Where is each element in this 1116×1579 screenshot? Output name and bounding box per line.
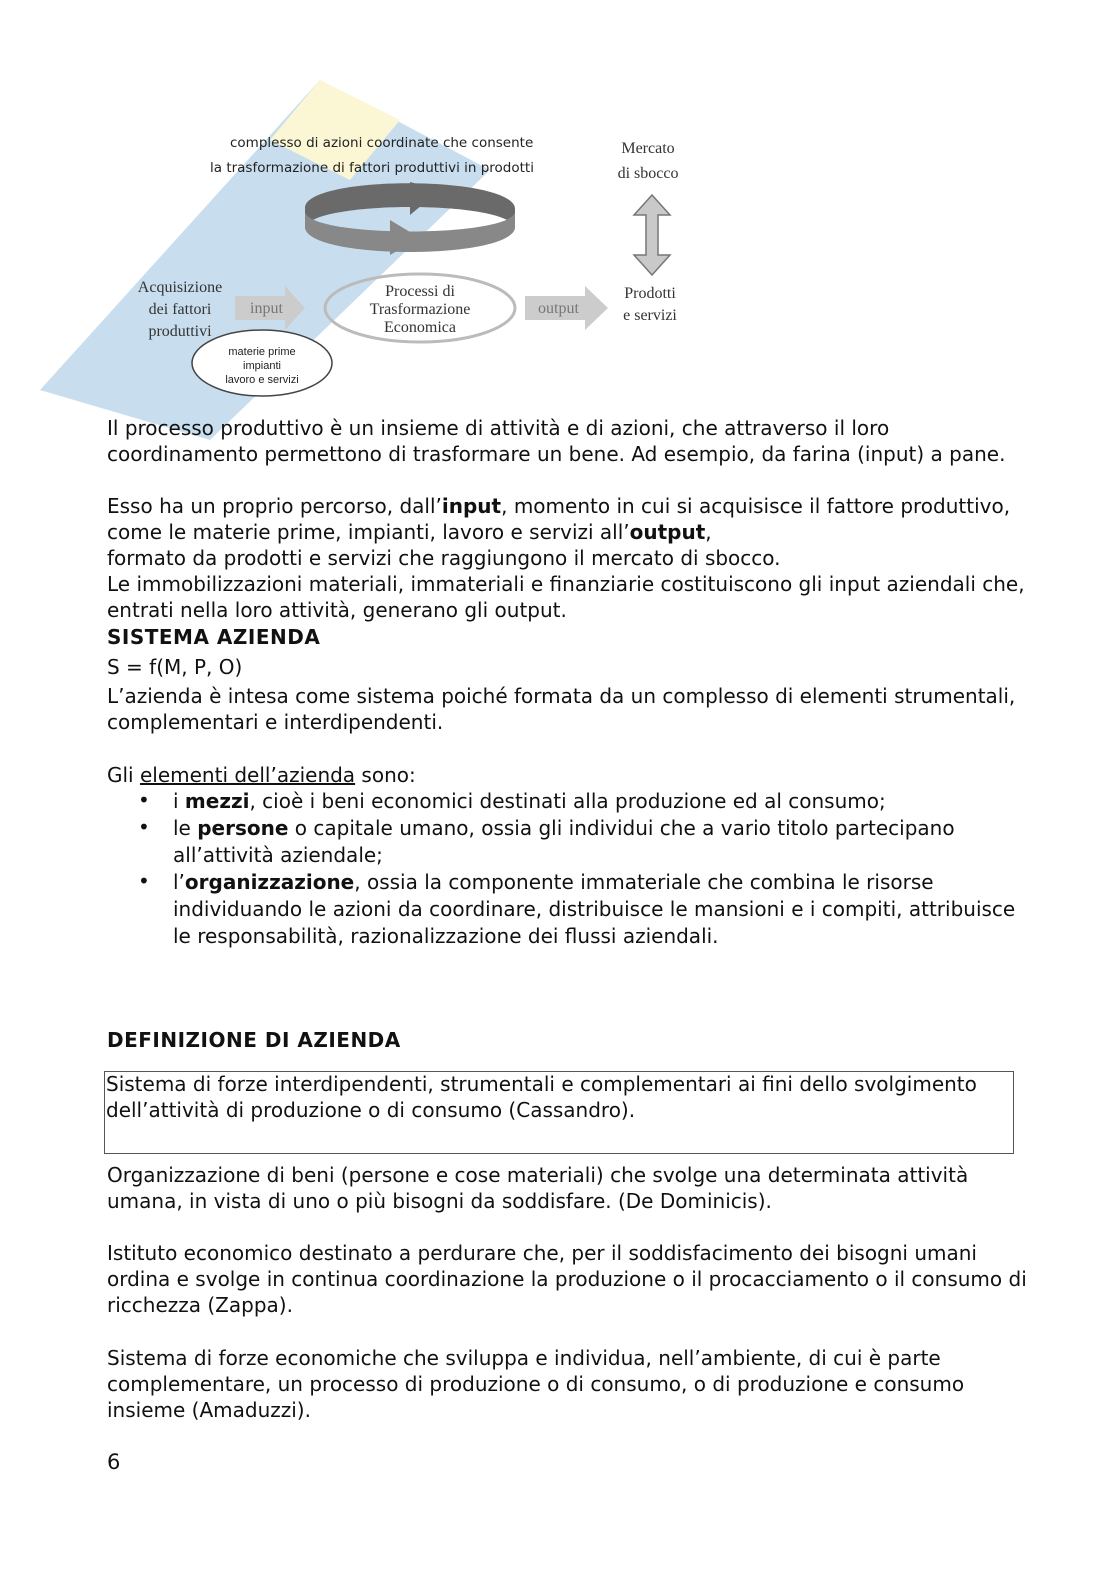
definition-zappa: Istituto economico destinato a perdurare che, per il soddisfacimento dei bisogni umani ordina e svolge in continua coordinazione la produzione o il procacciamento o il consumo di ricchezza (Zappa).: [107, 1241, 1027, 1317]
p2-output-bold: output: [629, 520, 706, 544]
b1-bold: mezzi: [184, 789, 250, 813]
intro-paragraph-1: Il processo produttivo è un insieme di attività e di azioni, che attraverso il loro coordinamento permettono di trasformare un bene. Ad esempio, da farina (input) a pane.: [107, 416, 1006, 466]
bullet-2-dot: •: [138, 815, 150, 839]
products-line-2: e servizi: [623, 307, 677, 324]
products-label: [610, 283, 690, 327]
definition-de-dominicis: Organizzazione di beni (persone e cose materiali) che svolge una determinata attività umana, in vista di uno o più bisogni da soddisfare. (De Dominicis).: [107, 1163, 969, 1213]
acquisition-line-2: dei fattori: [148, 301, 212, 318]
factors-line-3: lavoro e servizi: [225, 374, 299, 386]
market-label: [608, 136, 688, 186]
p2-text-c: , momento in cui si acquisisce il fattore produttivo, come le materie prime, impianti, lavoro e servizi all’: [107, 494, 1011, 544]
process-line-2: Trasformazione: [369, 301, 471, 318]
diagram-caption-2: la trasformazione di fattori produttivi in prodotti: [210, 160, 534, 176]
sistema-heading: SISTEMA AZIENDA: [107, 625, 321, 649]
sistema-paragraph: L’azienda è intesa come sistema poiché formata da un complesso di elementi strumentali, complementari e interdipendenti.: [107, 684, 1016, 734]
page-number: 6: [107, 1450, 121, 1474]
b2-bold: persone: [197, 816, 289, 840]
definition-cassandro: Sistema di forze interdipendenti, strumentali e complementari ai fini dello svolgimento dell’attività di produzione o di consumo (Cassandro).: [106, 1072, 977, 1122]
intro-paragraph-3: Le immobilizzazioni materiali, immateriali e finanziarie costituiscono gli input aziendali che, entrati nella loro attività, generano gli output.: [107, 572, 1025, 622]
bullet-1-dot: •: [138, 788, 150, 812]
double-arrow-icon: [634, 195, 670, 275]
b3-c: , ossia la componente immateriale che combina le risorse individuando le azioni da coordinare, distribuisce le mansioni e i compiti, attribuisce le responsabilità, razionalizzazione dei flussi aziendali.: [173, 870, 1016, 948]
diagram-caption-1: complesso di azioni coordinate che consente: [230, 135, 534, 151]
sistema-formula: S = f(M, P, O): [107, 655, 243, 679]
b2-c: o capitale umano, ossia gli individui che a vario titolo partecipano all’attività aziendale;: [173, 816, 955, 867]
definition-amaduzzi: Sistema di forze economiche che sviluppa e individua, nell’ambiente, di cui è parte complementare, un processo di produzione o di consumo, o di produzione e consumo insieme (Amaduzzi).: [107, 1346, 965, 1422]
p2-text-f: formato da prodotti e servizi che raggiungono il mercato di sbocco.: [107, 546, 781, 570]
output-label: output: [538, 300, 579, 317]
p2-input-bold: input: [441, 494, 502, 518]
process-line-3: Economica: [384, 319, 456, 336]
process-line-1: Processi di: [385, 283, 455, 300]
b2-a: le: [173, 816, 198, 840]
factors-line-1: materie prime: [228, 346, 296, 358]
factors-line-2: impianti: [243, 360, 281, 372]
products-line-1: Prodotti: [624, 285, 676, 302]
elements-intro-b: sono:: [355, 763, 416, 787]
bullet-3-dot: •: [138, 869, 150, 893]
factors-small-label: [202, 345, 322, 387]
b3-bold: organizzazione: [184, 870, 355, 894]
b1-c: , cioè i beni economici destinati alla produzione ed al consumo;: [249, 789, 886, 813]
process-label: [350, 283, 490, 337]
elements-underlined: elementi dell’azienda: [139, 763, 356, 787]
p2-text-e: ,: [705, 520, 712, 544]
intro-paragraph-2: [107, 493, 1027, 571]
acquisition-line-3: produttivi: [148, 323, 212, 340]
market-line-1: Mercato: [621, 140, 675, 157]
market-line-2: di sbocco: [617, 165, 679, 182]
production-process-diagram: [120, 120, 720, 410]
p2-text-a: Esso ha un proprio percorso, dall’: [107, 494, 442, 518]
bullet-3: [173, 869, 1023, 950]
input-label: input: [250, 300, 283, 317]
acquisition-line-1: Acquisizione: [137, 279, 223, 296]
b3-a: l’: [173, 870, 185, 894]
bullet-2: [173, 815, 1023, 869]
bullet-1: [173, 788, 1023, 815]
elements-intro: [107, 762, 1027, 788]
acquisition-label: [120, 277, 240, 343]
b1-a: i: [173, 789, 185, 813]
elements-intro-a: Gli: [107, 763, 140, 787]
definizione-heading: DEFINIZIONE DI AZIENDA: [107, 1028, 401, 1052]
